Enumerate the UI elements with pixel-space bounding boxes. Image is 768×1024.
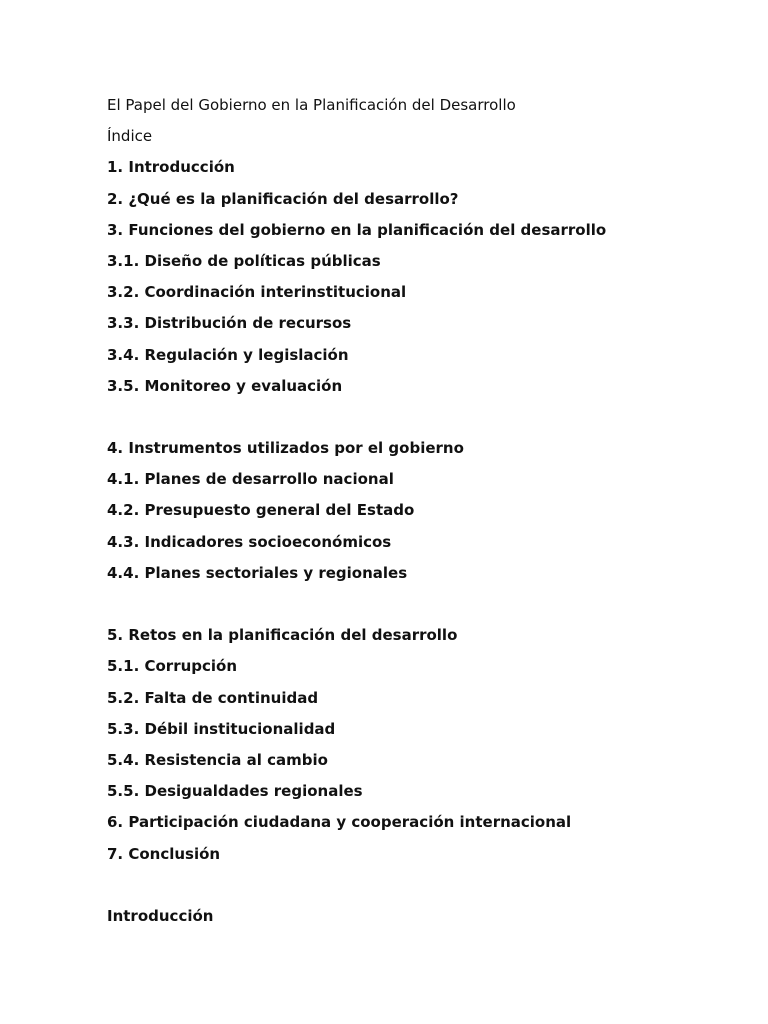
toc-group-1	[107, 152, 727, 402]
toc-item-3-4: 3.4. Regulación y legislación	[107, 345, 349, 364]
toc-item-3-2: 3.2. Coordinación interinstitucional	[107, 283, 407, 302]
blank-line	[107, 589, 727, 620]
toc-item-4-2: 4.2. Presupuesto general del Estado	[107, 501, 415, 520]
toc-item-5: 5. Retos en la planificación del desarrollo	[107, 626, 458, 645]
toc-item-4-3: 4.3. Indicadores socioeconómicos	[107, 532, 392, 551]
toc-item-5-4: 5.4. Resistencia al cambio	[107, 750, 328, 769]
toc-group-2	[107, 433, 727, 589]
toc-item-5-1: 5.1. Corrupción	[107, 657, 238, 676]
blank-line	[107, 870, 727, 901]
blank-line	[107, 402, 727, 433]
toc-item-4-1: 4.1. Planes de desarrollo nacional	[107, 470, 394, 489]
toc-item-4: 4. Instrumentos utilizados por el gobierno	[107, 439, 464, 458]
toc-item-6: 6. Participación ciudadana y cooperación internacional	[107, 813, 572, 832]
toc-item-5-2: 5.2. Falta de continuidad	[107, 688, 319, 707]
toc-item-1: 1. Introducción	[107, 158, 235, 177]
index-heading: Índice	[107, 127, 153, 146]
toc-item-7: 7. Conclusión	[107, 844, 221, 863]
toc-item-5-5: 5.5. Desigualdades regionales	[107, 782, 363, 801]
section-heading-introduccion: Introducción	[107, 906, 214, 925]
toc-group-3	[107, 620, 727, 870]
toc-item-2: 2. ¿Qué es la planificación del desarrollo?	[107, 189, 459, 208]
document-page	[107, 90, 727, 932]
toc-item-5-3: 5.3. Débil institucionalidad	[107, 719, 336, 738]
toc-item-3-5: 3.5. Monitoreo y evaluación	[107, 376, 343, 395]
toc-item-3-1: 3.1. Diseño de políticas públicas	[107, 251, 381, 270]
toc-item-3-3: 3.3. Distribución de recursos	[107, 314, 352, 333]
toc-item-4-4: 4.4. Planes sectoriales y regionales	[107, 563, 408, 582]
document-title: El Papel del Gobierno en la Planificación del Desarrollo	[107, 96, 516, 114]
toc-item-3: 3. Funciones del gobierno en la planificación del desarrollo	[107, 220, 607, 239]
